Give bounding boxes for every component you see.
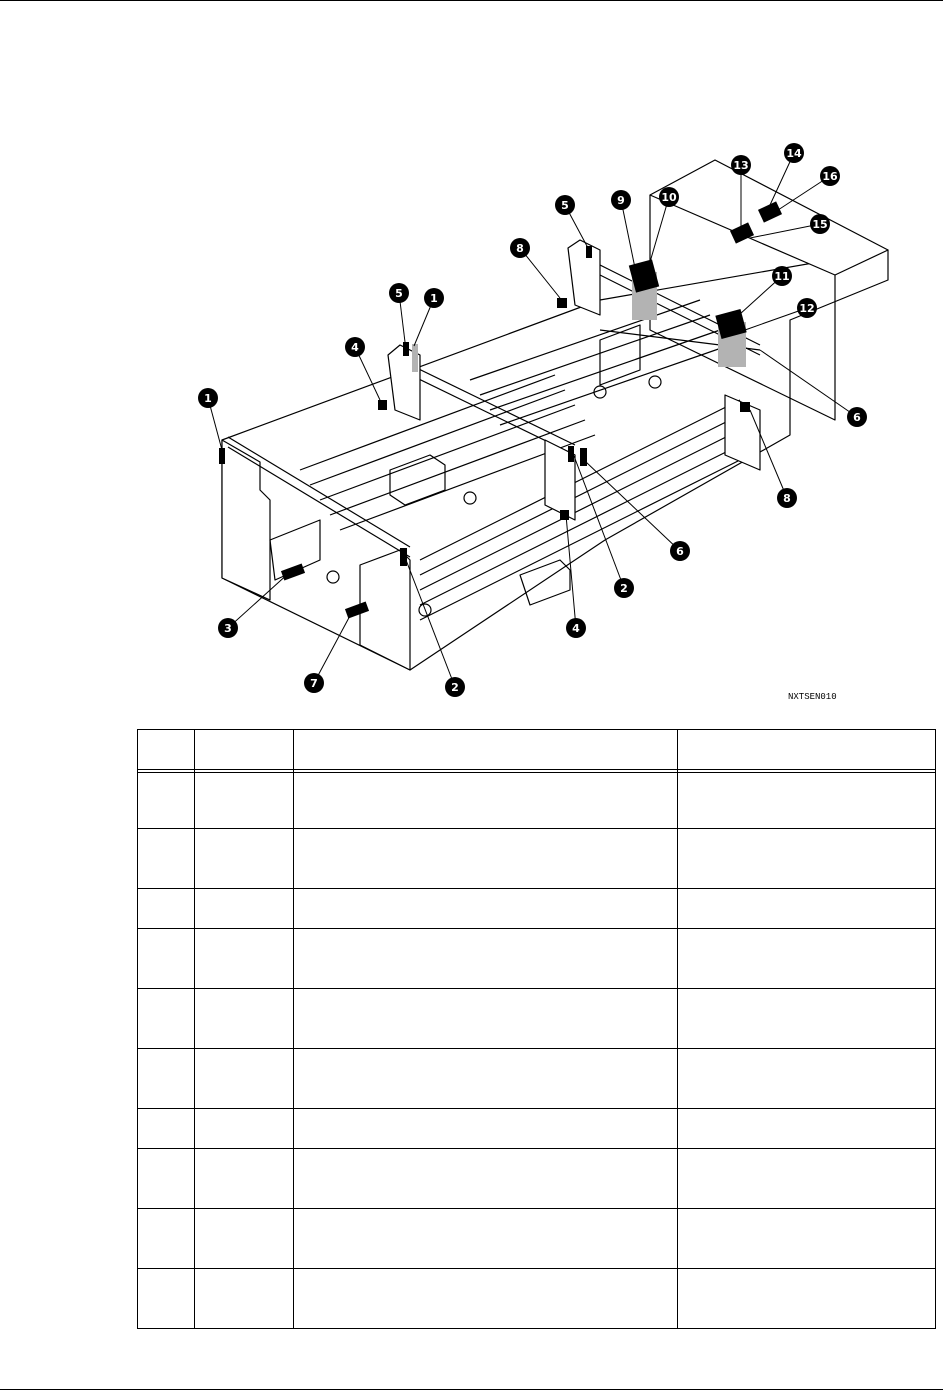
table-cell: [138, 1269, 195, 1329]
callout-number: 5: [561, 199, 569, 212]
table-cell: [294, 889, 678, 929]
table-cell: [678, 1109, 936, 1149]
callout-number: 12: [799, 302, 815, 315]
table-cell: [294, 1149, 678, 1209]
table-cell: [294, 989, 678, 1049]
table-cell: [138, 1109, 195, 1149]
callout-number: 4: [572, 622, 580, 635]
table-row: [138, 889, 936, 929]
header-cell: [195, 730, 294, 770]
table-cell: [138, 773, 195, 829]
callout-number: 1: [430, 292, 438, 305]
table-cell: [195, 1269, 294, 1329]
table-cell: [195, 889, 294, 929]
table-row: [138, 1269, 936, 1329]
table-row: [138, 1109, 936, 1149]
table-cell: [138, 1049, 195, 1109]
table-cell: [195, 829, 294, 889]
table-row: [138, 1209, 936, 1269]
table-cell: [294, 1269, 678, 1329]
table-cell: [195, 929, 294, 989]
table-cell: [138, 829, 195, 889]
table-cell: [195, 989, 294, 1049]
table-cell: [678, 929, 936, 989]
table-cell: [294, 773, 678, 829]
header-cell: [138, 730, 195, 770]
table-cell: [138, 889, 195, 929]
table-cell: [138, 1209, 195, 1269]
callout-number: 6: [853, 411, 861, 424]
table-cell: [678, 773, 936, 829]
table-cell: [138, 989, 195, 1049]
callout-number: 9: [617, 194, 625, 207]
table-cell: [678, 1209, 936, 1269]
table-cell: [195, 1149, 294, 1209]
callout-number: 15: [812, 218, 828, 231]
callout-number: 7: [310, 677, 318, 690]
table-cell: [678, 1269, 936, 1329]
callout-number: 8: [516, 242, 524, 255]
table-cell: [138, 1149, 195, 1209]
table-row: [138, 929, 936, 989]
table-row: [138, 1049, 936, 1109]
table-header-row: [138, 730, 936, 770]
table-cell: [678, 1049, 936, 1109]
header-cell: [294, 730, 678, 770]
callout-number: 4: [351, 341, 359, 354]
table-cell: [195, 773, 294, 829]
callout-number: 5: [395, 287, 403, 300]
callout-number: 3: [224, 622, 232, 635]
callout-number: 14: [786, 147, 802, 160]
table-cell: [138, 929, 195, 989]
table-cell: [294, 829, 678, 889]
figure-id-label: NXTSEN010: [788, 692, 837, 702]
callout-number: 13: [733, 159, 749, 172]
callout-number: 11: [774, 270, 790, 283]
table-cell: [294, 929, 678, 989]
table-cell: [678, 1149, 936, 1209]
table-row: [138, 989, 936, 1049]
table-cell: [678, 829, 936, 889]
table-cell: [195, 1109, 294, 1149]
table-row: [138, 773, 936, 829]
table-cell: [294, 1109, 678, 1149]
table-row: [138, 829, 936, 889]
table-cell: [294, 1049, 678, 1109]
table-cell: [678, 989, 936, 1049]
callout-number: 10: [661, 191, 677, 204]
callout-number: 2: [451, 681, 459, 694]
callout-number: 6: [676, 545, 684, 558]
callout-number: 2: [620, 582, 628, 595]
bottom-rule: [0, 1389, 943, 1390]
table-cell: [294, 1209, 678, 1269]
header-cell: [678, 730, 936, 770]
table-cell: [195, 1209, 294, 1269]
parts-table: [137, 729, 936, 1329]
callout-number: 1: [204, 392, 212, 405]
table-row: [138, 1149, 936, 1209]
table-cell: [195, 1049, 294, 1109]
table-cell: [678, 889, 936, 929]
callout-number: 8: [783, 492, 791, 505]
callout-number: 16: [822, 170, 838, 183]
